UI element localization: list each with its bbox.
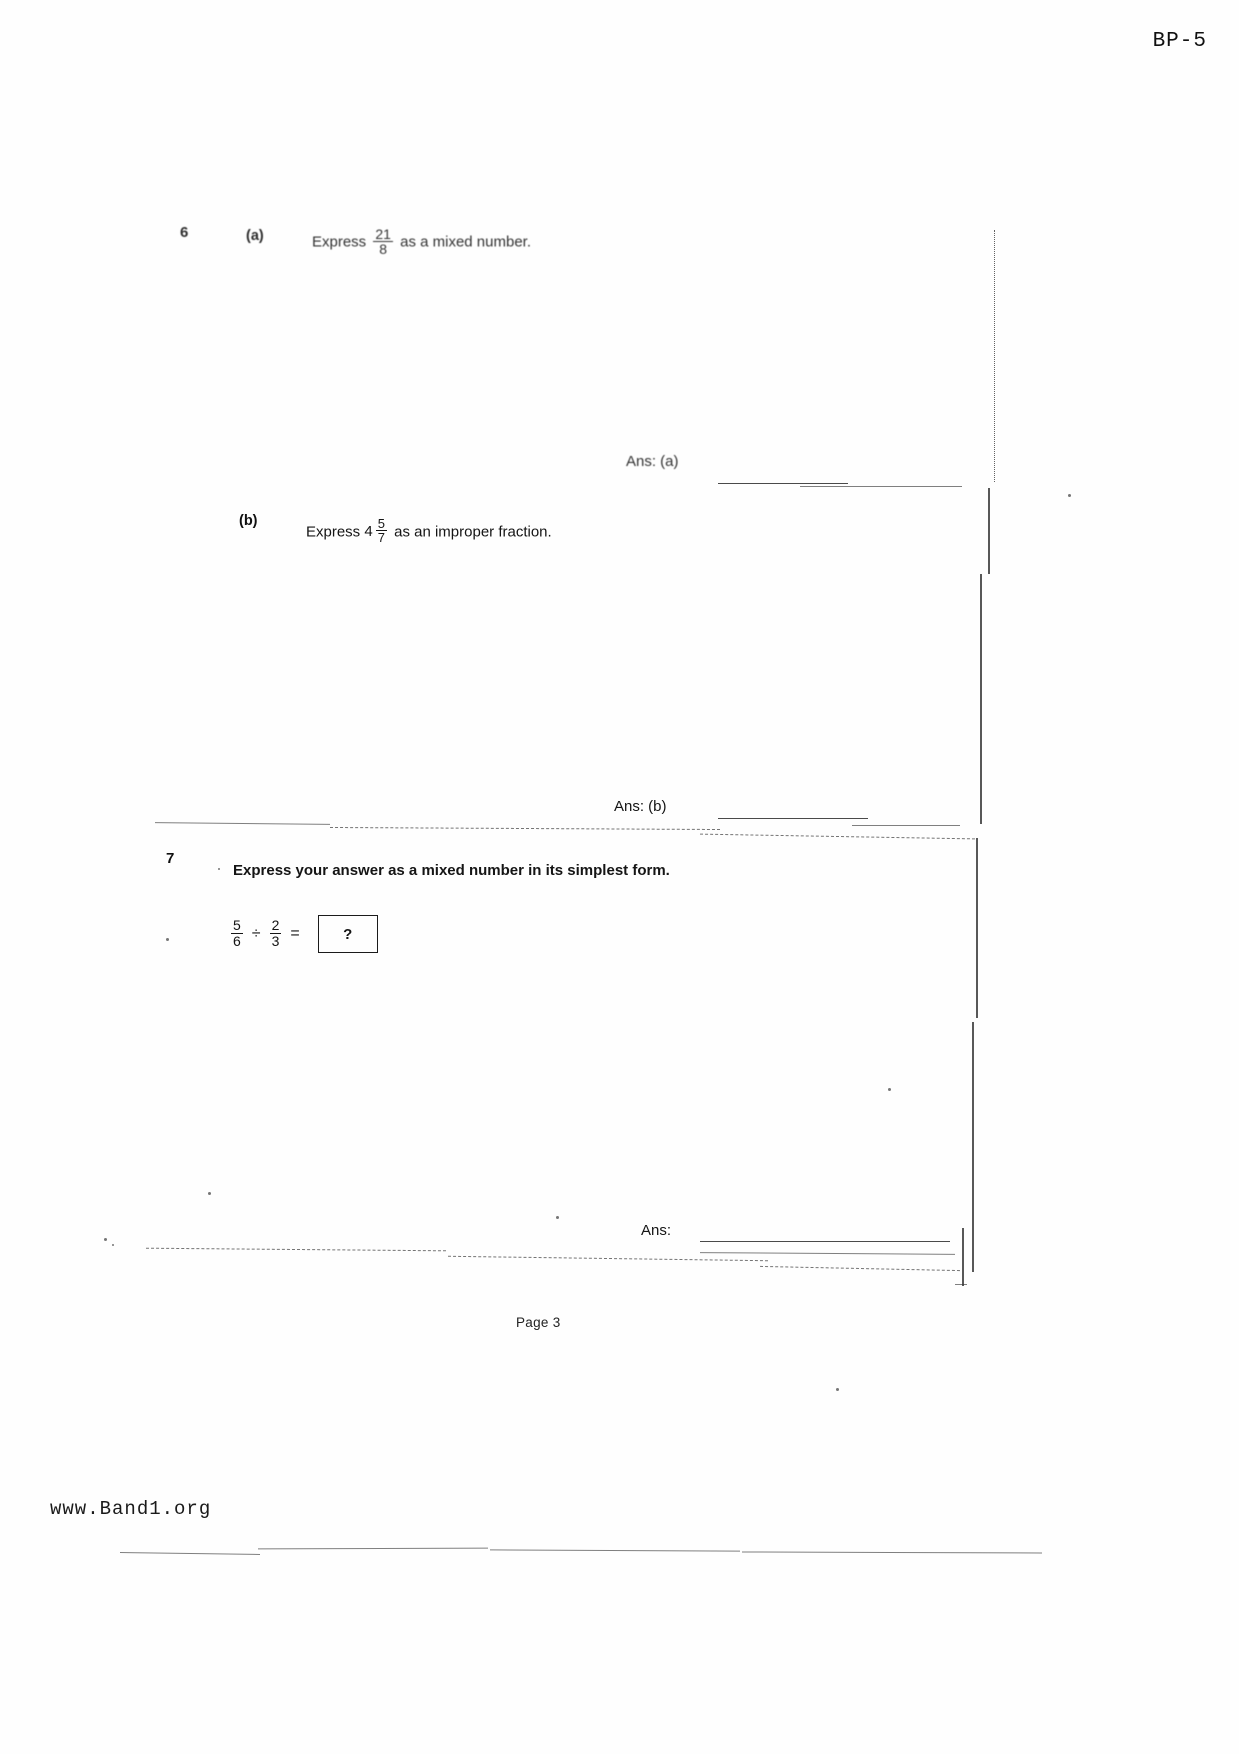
question-6a-fraction (373, 227, 393, 257)
question-6a-text-before: Express (312, 233, 367, 251)
scan-separator-line-3 (700, 834, 975, 840)
scan-speck (1068, 494, 1071, 497)
question-7-expression (228, 915, 378, 953)
scan-separator-line-2 (330, 827, 720, 830)
scan-edge-foot (955, 1284, 967, 1285)
question-6a-fraction-denominator: 8 (379, 241, 388, 258)
scan-speck (888, 1088, 891, 1091)
question-6a-label: (a) (246, 228, 264, 244)
question-6b-mixed-number (364, 518, 390, 546)
question-7-right-denominator: 3 (271, 932, 280, 949)
watermark-url: www.Band1.org (50, 1498, 212, 1520)
question-6b-label: (b) (239, 513, 258, 529)
scan-edge-segment-6 (962, 1228, 964, 1286)
scan-speck (208, 1192, 211, 1195)
scan-separator-line-5 (448, 1256, 768, 1261)
question-6a-answer-label: Ans: (a) (626, 453, 679, 470)
question-6a-text-after: as a mixed number. (400, 233, 532, 251)
question-7-number: 7 (166, 850, 175, 867)
page-edge-line-4 (742, 1551, 1042, 1553)
scan-speck (556, 1216, 559, 1219)
scan-separator-line-6 (760, 1266, 960, 1271)
question-6a-fraction-numerator: 21 (375, 226, 391, 242)
paper-code: BP-5 (1152, 30, 1207, 53)
question-7-left-denominator: 6 (233, 932, 241, 949)
scan-separator-line-7 (700, 1252, 955, 1255)
scan-edge-segment-2 (988, 488, 990, 574)
page-edge-line-3 (490, 1549, 740, 1551)
equals-sign: = (290, 925, 300, 942)
division-operator-icon: ÷ (251, 925, 261, 942)
question-7-left-numerator: 5 (233, 917, 241, 934)
question-6b-fraction (376, 517, 387, 545)
scan-separator-line-4 (146, 1248, 446, 1252)
question-6b-text-before: Express (306, 523, 361, 541)
question-7-answer-label: Ans: (641, 1222, 672, 1239)
scan-edge-segment-4 (976, 838, 978, 1018)
scan-edge-segment-5 (972, 1022, 974, 1272)
question-6-number: 6 (180, 224, 189, 241)
question-7-answer-rule (700, 1241, 950, 1242)
scan-speck (836, 1388, 839, 1391)
page-edge-line-2 (258, 1548, 488, 1550)
question-7-left-fraction (231, 918, 243, 948)
scan-edge-segment-1 (994, 230, 995, 482)
question-6a-text (312, 228, 531, 258)
question-6b-fraction-denominator: 7 (377, 530, 385, 546)
scan-speck (104, 1238, 107, 1241)
page-label: Page 3 (516, 1315, 561, 1330)
question-6b-answer-rule (718, 818, 868, 819)
question-7-right-fraction (270, 918, 282, 948)
question-7-instruction: Express your answer as a mixed number in its simplest form. (233, 862, 670, 879)
question-6b-answer-rule-extension (852, 825, 960, 826)
scan-edge-segment-3 (980, 574, 982, 824)
question-6b-whole-part: 4 (364, 523, 373, 541)
question-6a-answer-rule (718, 483, 848, 484)
question-6b-fraction-numerator: 5 (377, 516, 385, 531)
answer-input-box[interactable]: ? (318, 915, 378, 953)
question-6b-text (306, 518, 552, 546)
question-6a-answer-rule-extension (800, 486, 962, 487)
scan-separator-line-1 (155, 822, 330, 825)
question-6b-answer-label: Ans: (b) (614, 798, 667, 815)
question-6b-text-after: as an improper fraction. (394, 523, 552, 541)
scan-speck (218, 868, 220, 870)
question-7-right-numerator: 2 (271, 917, 280, 934)
scan-speck (112, 1244, 114, 1246)
scan-speck (166, 938, 169, 941)
page-edge-line-1 (120, 1552, 260, 1555)
